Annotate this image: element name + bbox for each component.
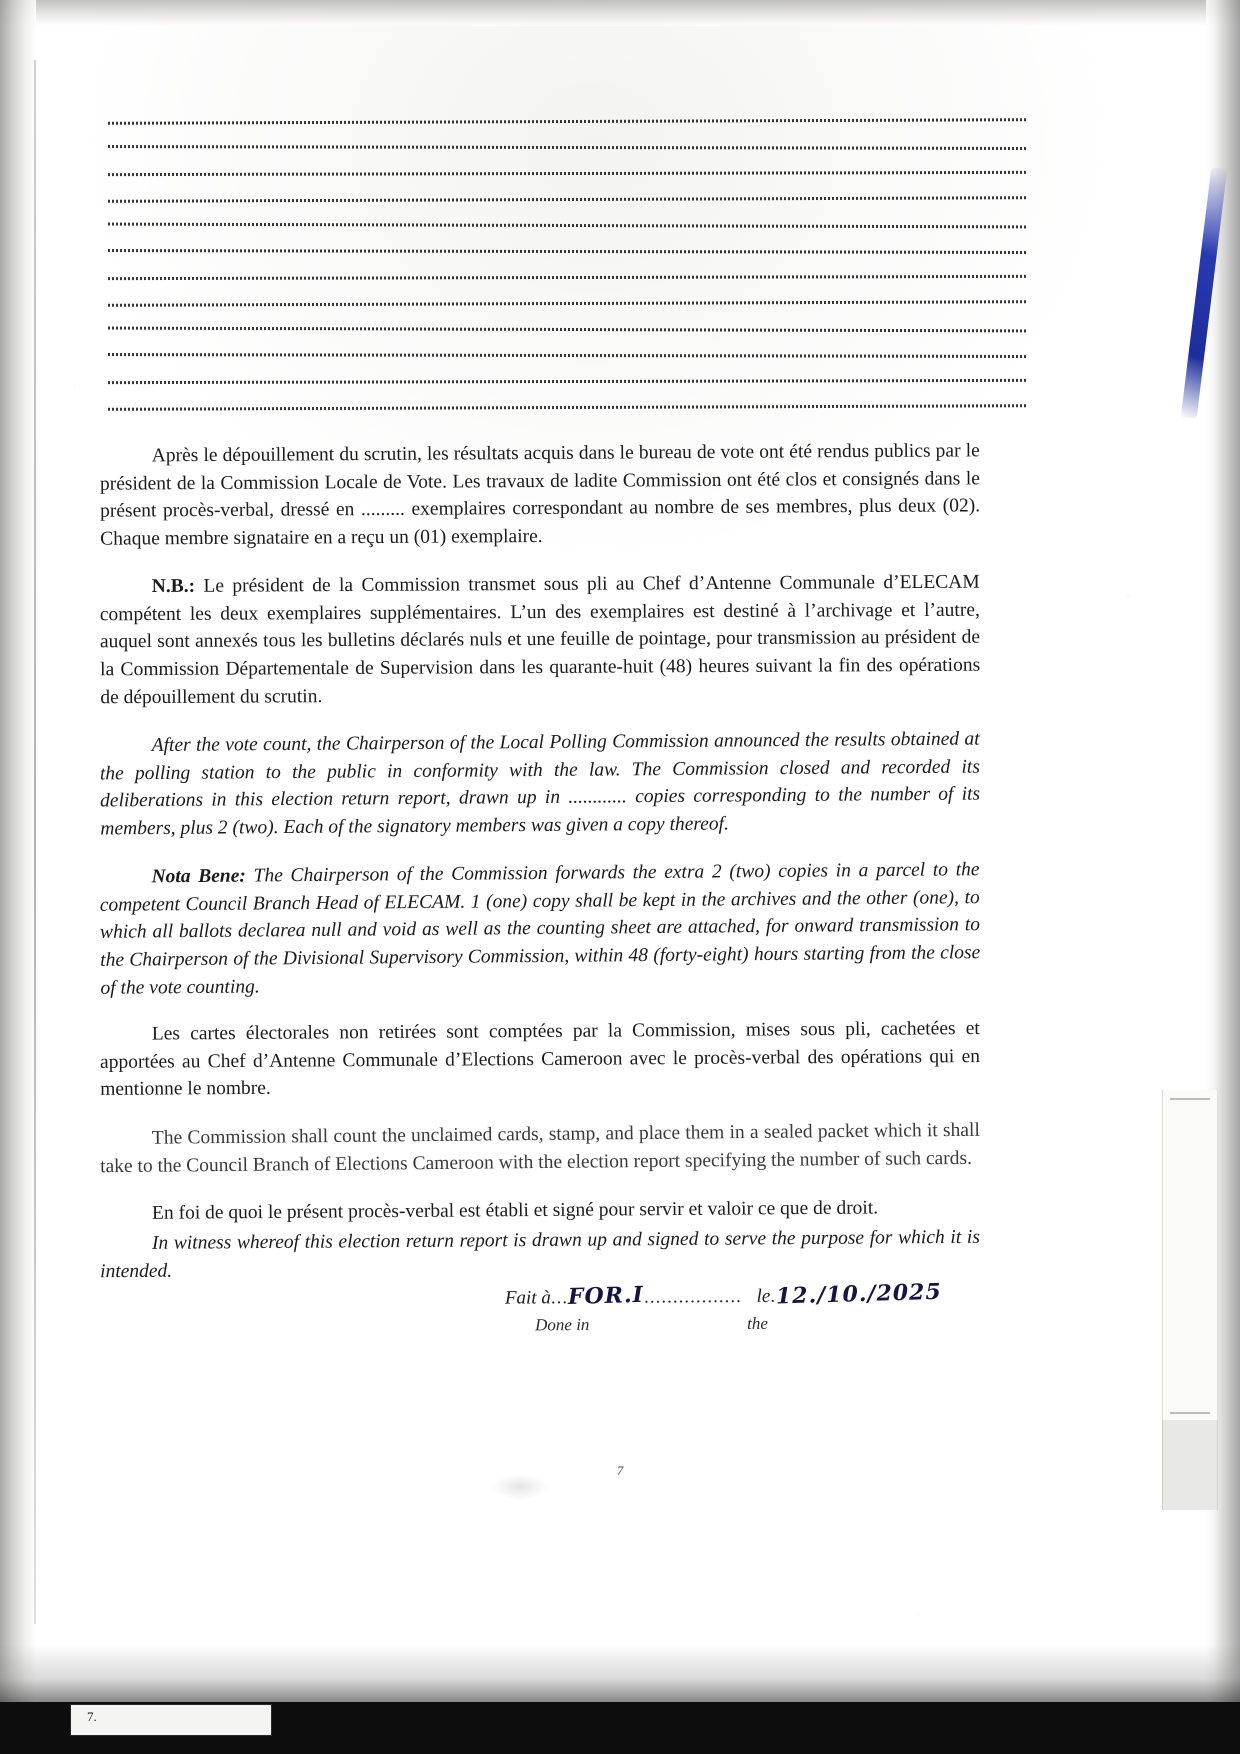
done-in-label-en: Done in xyxy=(535,1315,590,1335)
scan-artifact-strip-upper xyxy=(1162,1090,1218,1420)
done-at-label-fr: Fait à xyxy=(504,1287,551,1309)
date-leading-dots: . xyxy=(770,1285,777,1307)
paragraph-after-vote-count xyxy=(100,726,981,844)
date-label-fr: le xyxy=(756,1285,771,1307)
paragraph-en-foi-de-quoi xyxy=(100,1194,980,1228)
signature-place-date-block xyxy=(505,1280,975,1341)
place-date-english-labels xyxy=(505,1312,975,1341)
ruled-line xyxy=(108,110,1028,136)
scan-artifact-line-1 xyxy=(1170,1098,1210,1100)
ruled-line xyxy=(108,396,1028,422)
paragraph-text: After the vote count, the Chairperson of the Local Polling Commission announced the results obtained at the polling station to the public in conformity with the law. The Commission closed and recorded its deliberations in this election return report, drawn up in ............ copies corresponding to the number of its members, plus 2 (two). Each of the signatory members was given a copy thereof. xyxy=(99,728,981,840)
scanner-bottom-label-box xyxy=(70,1704,272,1736)
nb-label: N.B. xyxy=(151,575,189,597)
document-body xyxy=(100,440,980,1302)
paragraph-nb-french xyxy=(100,568,981,711)
ruled-line xyxy=(108,214,1028,240)
paragraph-text: The Commission shall count the unclaimed cards, stamp, and place them in a sealed packet which it shall take to the Council Branch of Elections Cameroon with the election report specifying the number of such cards. xyxy=(100,1120,980,1178)
scan-edge-left xyxy=(0,0,36,1754)
ruled-line xyxy=(108,162,1028,188)
scan-edge-left-line xyxy=(34,60,36,1624)
nota-bene-label-suffix: : xyxy=(239,865,246,887)
page-number: 7 xyxy=(616,1463,624,1478)
scan-bottom-fade xyxy=(0,1644,1240,1702)
scanner-bottom-label: 7. xyxy=(87,1709,97,1724)
paragraph-commission-shall-count xyxy=(100,1117,980,1181)
ruled-line xyxy=(108,188,1028,214)
paragraph-text: In witness whereof this election return report is drawn up and signed to serve the purpose for which it is intended. xyxy=(100,1226,980,1282)
place-date-row xyxy=(505,1280,975,1313)
paragraph-apres-depouillement xyxy=(100,437,981,553)
done-at-trailing-dots: ................. xyxy=(644,1285,742,1308)
paragraph-text: Le président de la Commission transmet sous pli au Chef d’Antenne Communale d’ELECAM compétent les deux exemplaires supplémentaires. L’un des exemplaires est destiné à l’archivage et l’autre, auquel sont annexés tous les bulletins déclarés nuls et une feuille de pointage, pour transmission au président de la Commission Départementale de Supervision dans les quarante-huit (48) heures suivant la fin des opérations de dépouillement du scrutin. xyxy=(99,571,981,708)
done-at-leading-dots: ... xyxy=(550,1287,569,1309)
ruled-line xyxy=(108,370,1028,396)
ruled-line xyxy=(108,136,1028,162)
the-label-en: the xyxy=(747,1313,768,1333)
scan-artifact-line-2 xyxy=(1170,1412,1210,1414)
ruled-line xyxy=(108,240,1028,266)
paragraph-text: Les cartes électorales non retirées sont comptées par la Commission, mises sous pli, cachetées et apportées au Chef d’Antenne Communale d’Elections Cameroon avec le procès-verbal des opérations qui en mentionne le nombre. xyxy=(99,1018,981,1101)
dotted-ruled-lines xyxy=(108,110,1028,422)
paragraph-nota-bene-english xyxy=(99,856,980,1002)
done-at-handwritten-value[interactable]: FOR.I xyxy=(567,1281,645,1310)
scanner-bottom-bar xyxy=(0,1702,1240,1754)
paragraph-text: The Chairperson of the Commission forwards the extra 2 (two) copies in a parcel to the competent Council Branch Head of ELECAM. 1 (one) copy shall be kept in the archives and the other (one), to which all ballots declarea null and void as well as the counting sheet are attached, for onward transmission to the Chairperson of the Divisional Supervisory Commission, within 48 (forty-eight) hours starting from the close of the vote counting. xyxy=(99,859,981,999)
scan-edge-top xyxy=(0,0,1240,26)
paragraph-cartes-electorales xyxy=(100,1015,981,1104)
paragraph-text: Après le dépouillement du scrutin, les résultats acquis dans le bureau de vote ont été rendus publics par le président de la Commission Locale de Vote. Les travaux de ladite Commission ont été clos et consignés dans le présent procès-verbal, dressé en ......... exemplaires correspondant au nombre de ses membres, plus deux (02). Chaque membre signataire en a reçu un (01) exemplaire. xyxy=(99,440,981,550)
ruled-line xyxy=(108,292,1028,318)
ruled-line xyxy=(108,344,1028,370)
paragraph-in-witness-whereof xyxy=(100,1223,980,1285)
nb-label-suffix: : xyxy=(188,575,196,597)
paragraph-text: En foi de quoi le présent procès-verbal est établi et signé pour servir et valoir ce que de droit. xyxy=(151,1197,879,1224)
nota-bene-label: Nota Bene xyxy=(151,865,240,888)
ruled-line xyxy=(108,318,1028,344)
ruled-line xyxy=(108,266,1028,292)
date-handwritten-value[interactable]: 12./10./2025 xyxy=(775,1278,943,1310)
